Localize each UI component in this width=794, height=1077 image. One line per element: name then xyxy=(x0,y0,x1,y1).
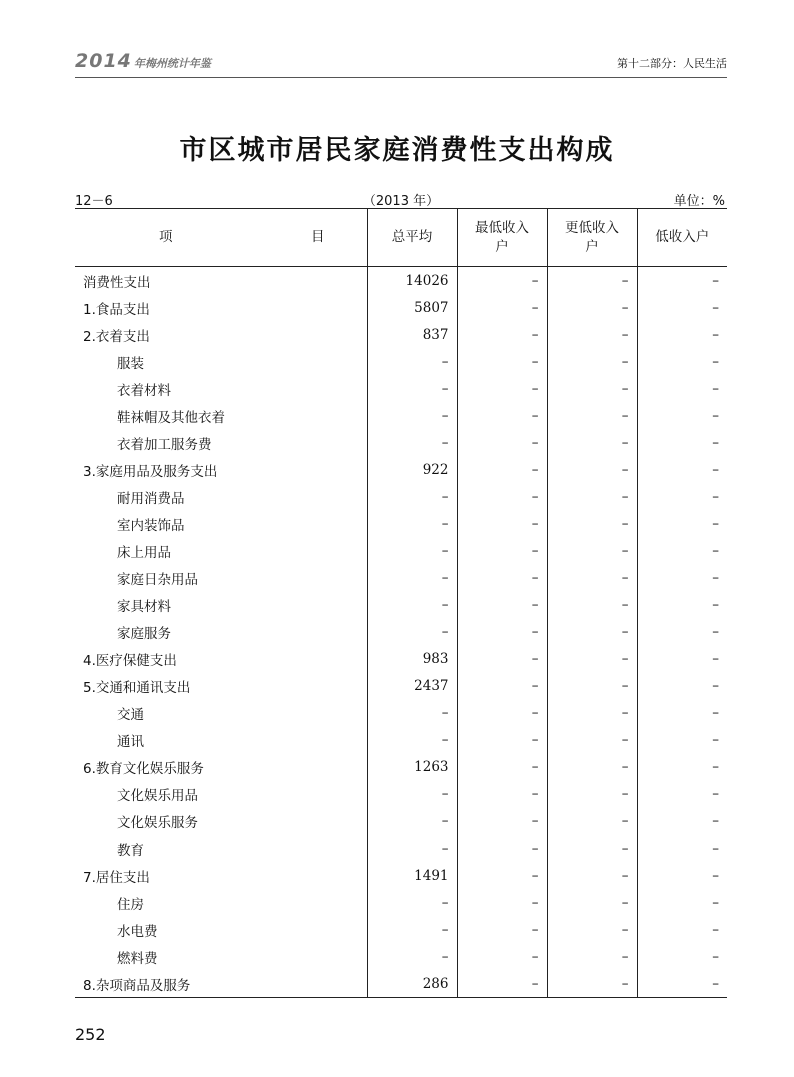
cell-low-income: – xyxy=(637,375,727,402)
row-label: 耐用消费品 xyxy=(117,490,185,507)
cell-lower-income: – xyxy=(547,510,637,537)
cell-lower-income: – xyxy=(547,889,637,916)
cell-total: 14026 xyxy=(367,267,457,295)
row-label: 文化娱乐服务 xyxy=(117,815,198,832)
table-row xyxy=(75,889,727,916)
header-divider xyxy=(75,77,727,78)
cell-low-income: – xyxy=(637,267,727,295)
row-label: 通讯 xyxy=(117,734,144,751)
cell-lowest-income: – xyxy=(457,402,547,429)
cell-lower-income: – xyxy=(547,483,637,510)
consumption-table xyxy=(75,208,727,998)
cell-total: 983 xyxy=(367,646,457,673)
table-year: （2013 年） xyxy=(362,194,440,209)
cell-lowest-income: – xyxy=(457,294,547,321)
cell-lowest-income: – xyxy=(457,781,547,808)
cell-lowest-income: – xyxy=(457,754,547,781)
table-unit: 单位：% xyxy=(673,194,725,209)
cell-lower-income: – xyxy=(547,592,637,619)
cell-lowest-income: – xyxy=(457,727,547,754)
cell-lowest-income: – xyxy=(457,646,547,673)
table-row xyxy=(75,916,727,943)
cell-low-income: – xyxy=(637,348,727,375)
cell-total: 837 xyxy=(367,321,457,348)
cell-low-income: – xyxy=(637,483,727,510)
cell-total: – xyxy=(367,619,457,646)
row-label: 鞋袜帽及其他衣着 xyxy=(117,409,225,426)
cell-lower-income: – xyxy=(547,537,637,564)
cell-low-income: – xyxy=(637,402,727,429)
table-row xyxy=(75,970,727,998)
row-label: 室内装饰品 xyxy=(117,517,185,534)
table-row xyxy=(75,592,727,619)
cell-lower-income: – xyxy=(547,456,637,483)
table-row xyxy=(75,781,727,808)
cell-lower-income: – xyxy=(547,781,637,808)
cell-total: – xyxy=(367,510,457,537)
cell-total: 1491 xyxy=(367,862,457,889)
cell-lowest-income: – xyxy=(457,348,547,375)
cell-lower-income: – xyxy=(547,943,637,970)
row-label: 家具材料 xyxy=(117,599,171,616)
cell-low-income: – xyxy=(637,565,727,592)
table-row xyxy=(75,646,727,673)
table-row xyxy=(75,537,727,564)
table-row xyxy=(75,754,727,781)
cell-total: 2437 xyxy=(367,673,457,700)
cell-low-income: – xyxy=(637,862,727,889)
table-row xyxy=(75,619,727,646)
row-label: 交通 xyxy=(117,707,144,724)
cell-lowest-income: – xyxy=(457,916,547,943)
cell-lower-income: – xyxy=(547,970,637,998)
table-row xyxy=(75,862,727,889)
cell-total: – xyxy=(367,700,457,727)
cell-low-income: – xyxy=(637,700,727,727)
header-total: 总平均 xyxy=(367,209,457,267)
table-meta xyxy=(75,190,727,208)
cell-lower-income: – xyxy=(547,375,637,402)
cell-lowest-income: – xyxy=(457,510,547,537)
table-row xyxy=(75,348,727,375)
cell-total: – xyxy=(367,565,457,592)
cell-total: – xyxy=(367,808,457,835)
cell-lowest-income: – xyxy=(457,321,547,348)
cell-low-income: – xyxy=(637,294,727,321)
cell-low-income: – xyxy=(637,727,727,754)
cell-total: – xyxy=(367,375,457,402)
brand-subtitle: 年梅州统计年鉴 xyxy=(133,57,211,70)
cell-lower-income: – xyxy=(547,862,637,889)
table-row xyxy=(75,700,727,727)
cell-lower-income: – xyxy=(547,916,637,943)
cell-total: – xyxy=(367,916,457,943)
cell-total: – xyxy=(367,592,457,619)
cell-lower-income: – xyxy=(547,294,637,321)
table-row xyxy=(75,429,727,456)
table-header-row xyxy=(75,209,727,267)
cell-low-income: – xyxy=(637,592,727,619)
cell-total: – xyxy=(367,402,457,429)
cell-low-income: – xyxy=(637,510,727,537)
cell-low-income: – xyxy=(637,781,727,808)
cell-lowest-income: – xyxy=(457,673,547,700)
table-row xyxy=(75,727,727,754)
cell-lower-income: – xyxy=(547,429,637,456)
cell-lowest-income: – xyxy=(457,970,547,998)
cell-lowest-income: – xyxy=(457,537,547,564)
cell-lowest-income: – xyxy=(457,592,547,619)
row-label: 住房 xyxy=(117,896,144,913)
cell-lower-income: – xyxy=(547,402,637,429)
table-row xyxy=(75,402,727,429)
header-low-income: 低收入户 xyxy=(637,209,727,267)
cell-total: 286 xyxy=(367,970,457,998)
cell-lower-income: – xyxy=(547,700,637,727)
cell-low-income: – xyxy=(637,889,727,916)
header-item xyxy=(75,209,367,267)
section-title: 第十二部分：人民生活 xyxy=(617,57,727,70)
cell-total: – xyxy=(367,727,457,754)
header-lowest-income xyxy=(457,209,547,267)
table-row xyxy=(75,673,727,700)
cell-lower-income: – xyxy=(547,267,637,295)
brand-year: 2014 xyxy=(75,50,132,72)
cell-total: 922 xyxy=(367,456,457,483)
header-lower-income xyxy=(547,209,637,267)
yearbook-brand xyxy=(75,50,211,72)
cell-low-income: – xyxy=(637,916,727,943)
header-lowest-income-label: 最低收入户 xyxy=(475,219,529,255)
row-label: 消费性支出 xyxy=(83,274,151,291)
table-code: 12－6 xyxy=(75,194,113,209)
cell-lower-income: – xyxy=(547,835,637,862)
cell-total: 5807 xyxy=(367,294,457,321)
cell-low-income: – xyxy=(637,943,727,970)
row-label: 教育 xyxy=(117,842,144,859)
page-header xyxy=(75,50,727,76)
row-label: 7.居住支出 xyxy=(83,869,150,886)
table-row xyxy=(75,835,727,862)
row-label: 床上用品 xyxy=(117,544,171,561)
row-label: 衣着加工服务费 xyxy=(117,436,212,453)
table-row xyxy=(75,456,727,483)
cell-low-income: – xyxy=(637,619,727,646)
cell-total: – xyxy=(367,483,457,510)
cell-lowest-income: – xyxy=(457,835,547,862)
cell-lowest-income: – xyxy=(457,483,547,510)
cell-low-income: – xyxy=(637,970,727,998)
cell-lowest-income: – xyxy=(457,943,547,970)
cell-lowest-income: – xyxy=(457,456,547,483)
table-row xyxy=(75,375,727,402)
cell-total: – xyxy=(367,835,457,862)
cell-low-income: – xyxy=(637,808,727,835)
cell-low-income: – xyxy=(637,537,727,564)
page-number: 252 xyxy=(75,1025,106,1044)
cell-low-income: – xyxy=(637,429,727,456)
header-item-b: 目 xyxy=(311,229,325,245)
cell-lower-income: – xyxy=(547,619,637,646)
cell-total: – xyxy=(367,781,457,808)
cell-total: 1263 xyxy=(367,754,457,781)
row-label: 燃料费 xyxy=(117,950,158,967)
cell-lower-income: – xyxy=(547,348,637,375)
cell-low-income: – xyxy=(637,321,727,348)
cell-lower-income: – xyxy=(547,565,637,592)
table-row xyxy=(75,294,727,321)
cell-lowest-income: – xyxy=(457,375,547,402)
row-label: 家庭日杂用品 xyxy=(117,572,198,589)
cell-lower-income: – xyxy=(547,321,637,348)
table-row xyxy=(75,510,727,537)
cell-lowest-income: – xyxy=(457,267,547,295)
cell-low-income: – xyxy=(637,646,727,673)
row-label: 2.衣着支出 xyxy=(83,328,150,345)
cell-lower-income: – xyxy=(547,808,637,835)
row-label: 家庭服务 xyxy=(117,626,171,643)
cell-low-income: – xyxy=(637,673,727,700)
row-label: 5.交通和通讯支出 xyxy=(83,680,191,697)
table-row xyxy=(75,267,727,295)
cell-lower-income: – xyxy=(547,673,637,700)
page-title: 市区城市居民家庭消费性支出构成 xyxy=(179,135,615,166)
cell-total: – xyxy=(367,429,457,456)
cell-lower-income: – xyxy=(547,727,637,754)
header-lower-income-label: 更低收入户 xyxy=(565,219,619,255)
cell-lower-income: – xyxy=(547,754,637,781)
cell-total: – xyxy=(367,889,457,916)
cell-lowest-income: – xyxy=(457,565,547,592)
cell-total: – xyxy=(367,943,457,970)
cell-low-income: – xyxy=(637,456,727,483)
table-row xyxy=(75,483,727,510)
cell-lowest-income: – xyxy=(457,889,547,916)
row-label: 服装 xyxy=(117,355,144,372)
table-row xyxy=(75,943,727,970)
row-label: 3.家庭用品及服务支出 xyxy=(83,463,218,480)
cell-total: – xyxy=(367,348,457,375)
row-label: 衣着材料 xyxy=(117,382,171,399)
table-row xyxy=(75,565,727,592)
cell-lowest-income: – xyxy=(457,619,547,646)
row-label: 1.食品支出 xyxy=(83,301,150,318)
header-item-a: 项 xyxy=(159,229,173,245)
cell-lower-income: – xyxy=(547,646,637,673)
row-label: 6.教育文化娱乐服务 xyxy=(83,761,204,778)
cell-lowest-income: – xyxy=(457,700,547,727)
table-row xyxy=(75,808,727,835)
row-label: 4.医疗保健支出 xyxy=(83,653,177,670)
cell-total: – xyxy=(367,537,457,564)
cell-lowest-income: – xyxy=(457,808,547,835)
row-label: 8.杂项商品及服务 xyxy=(75,970,367,998)
cell-lowest-income: – xyxy=(457,862,547,889)
cell-lowest-income: – xyxy=(457,429,547,456)
row-label: 水电费 xyxy=(117,923,158,940)
cell-low-income: – xyxy=(637,835,727,862)
row-label: 文化娱乐用品 xyxy=(117,788,198,805)
cell-low-income: – xyxy=(637,754,727,781)
table-row xyxy=(75,321,727,348)
